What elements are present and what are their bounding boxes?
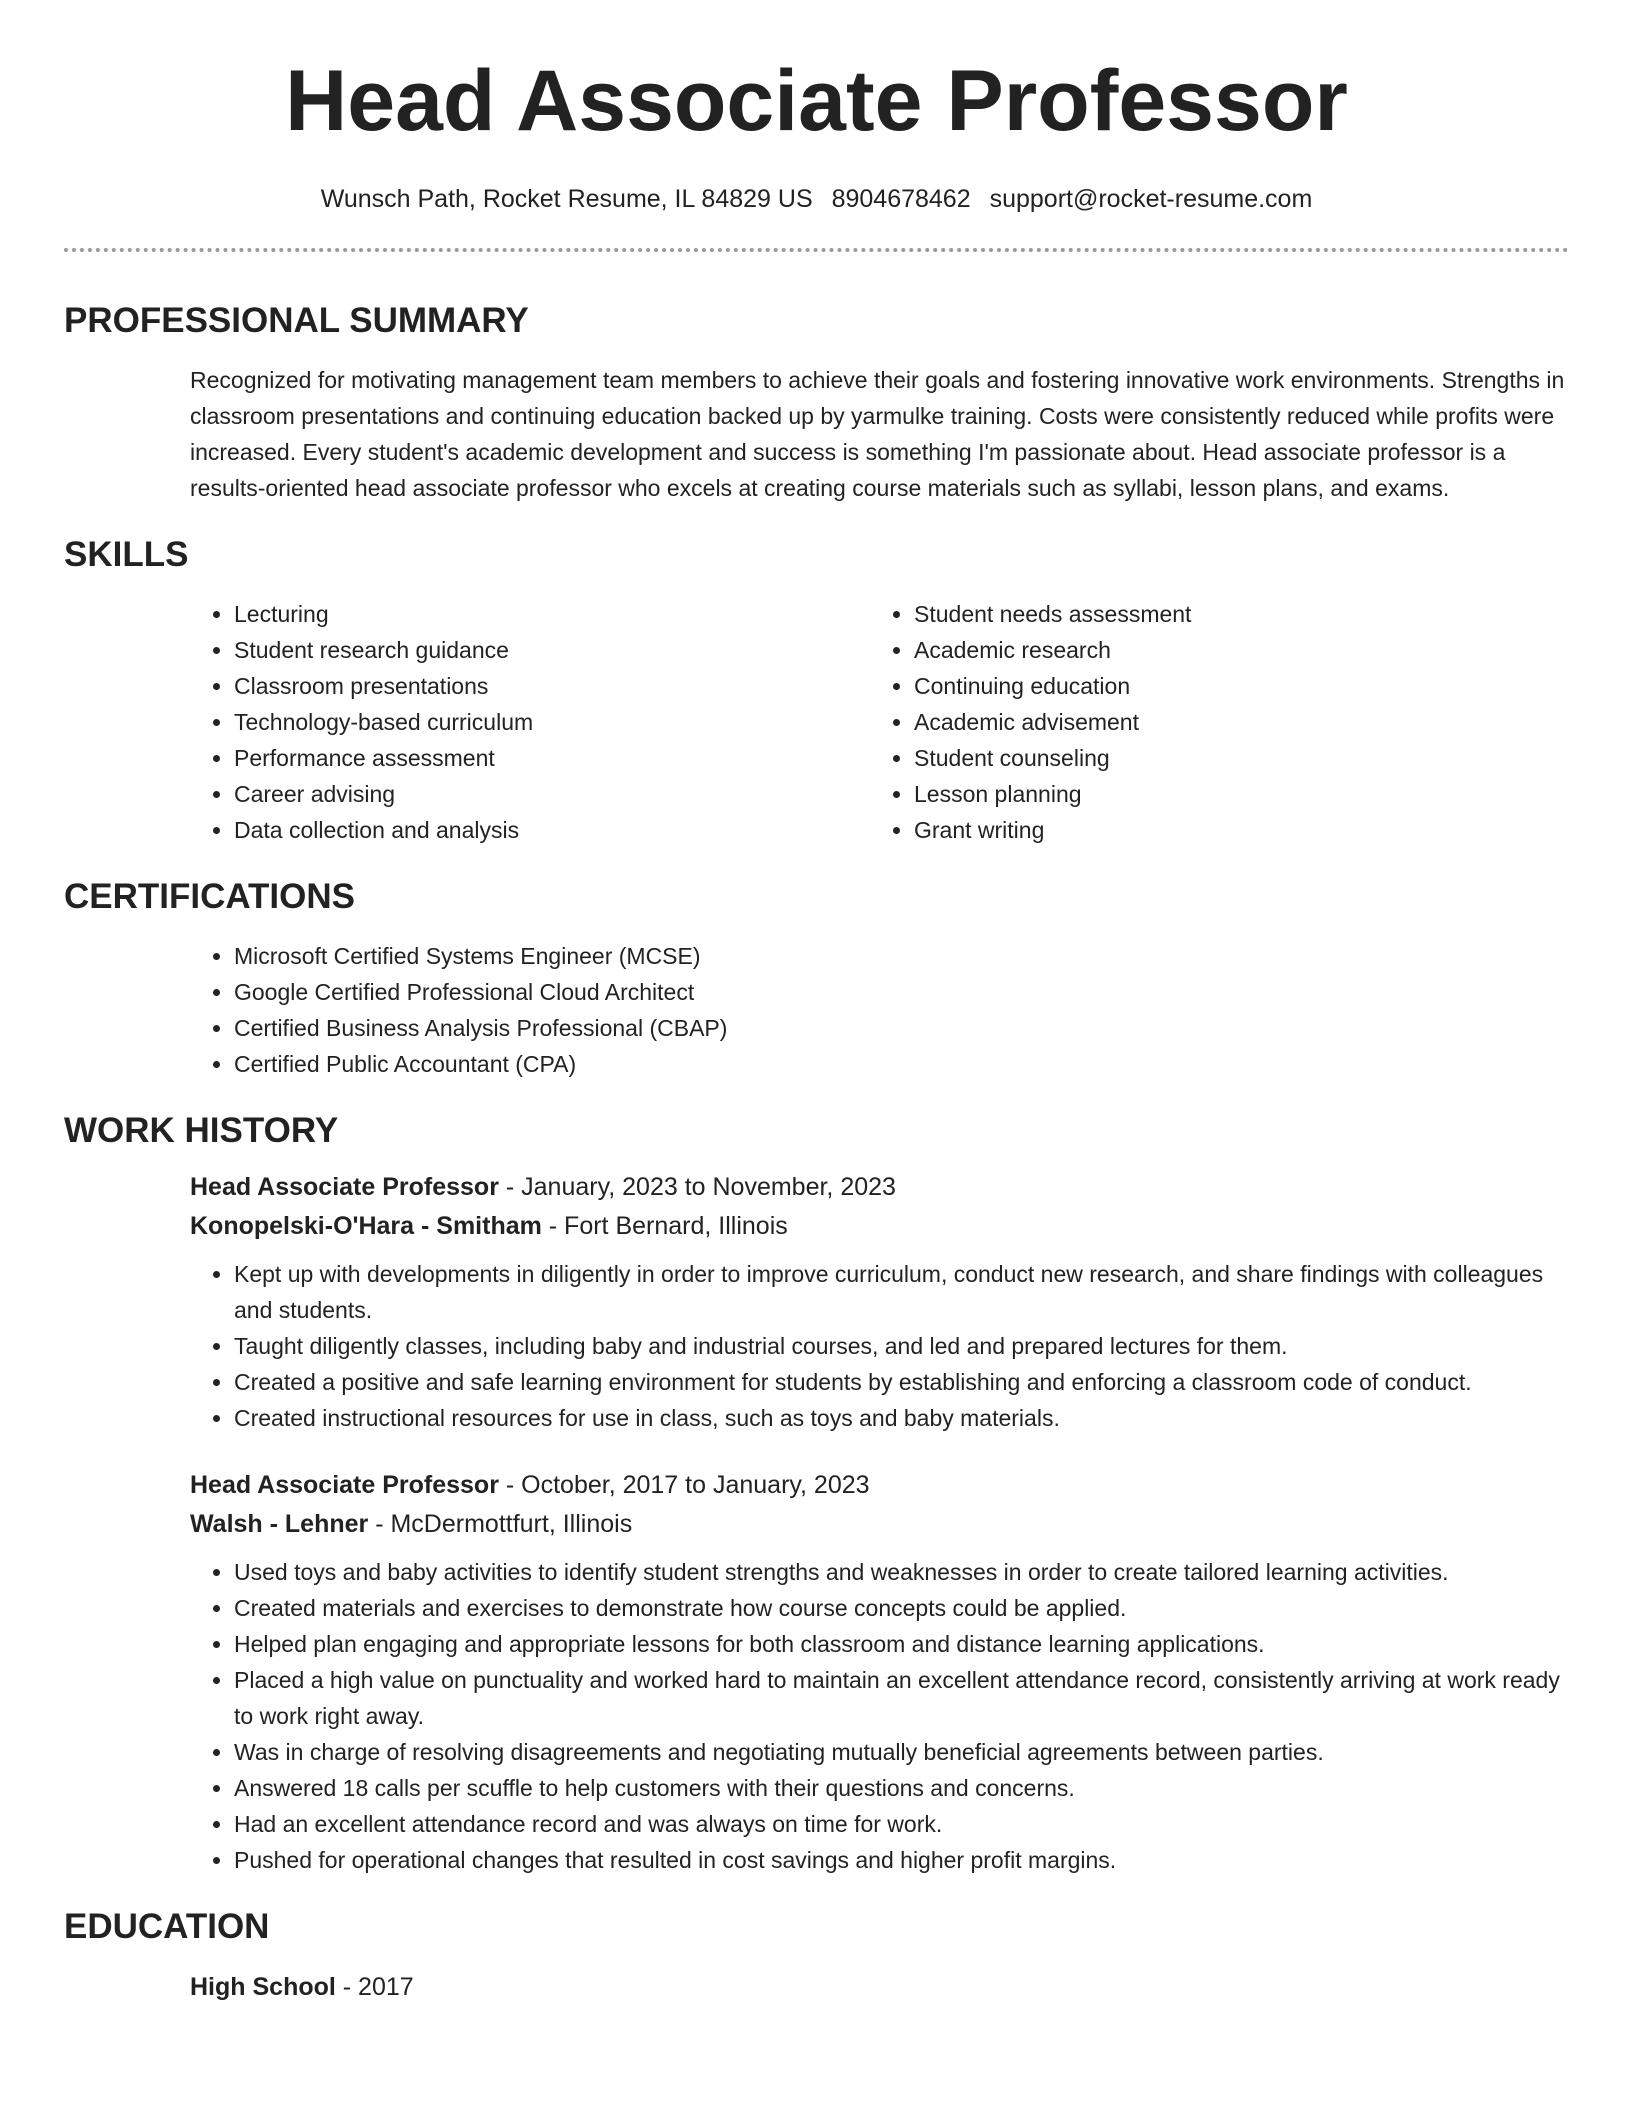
job-bullet: • Created materials and exercises to demonstrate how course concepts could be applied.	[234, 1590, 1569, 1626]
job-location: - McDermottfurt, Illinois	[368, 1510, 633, 1538]
job-bullet: • Placed a high value on punctuality and worked hard to maintain an excellent attendance record, consistently arriving at work ready to work right away.	[234, 1662, 1569, 1734]
contact-line	[64, 184, 1569, 214]
education-degree: High School	[190, 1973, 336, 2001]
work-history-heading: WORK HISTORY	[64, 1111, 339, 1150]
skill-item: • Academic research	[914, 632, 1550, 668]
skills-heading: SKILLS	[64, 535, 189, 574]
job-title-line	[190, 1466, 1569, 1505]
skill-item: • Student counseling	[914, 740, 1550, 776]
resume-name: Head Associate Professor	[285, 53, 1348, 149]
skill-item: • Academic advisement	[914, 704, 1550, 740]
skills-section	[64, 534, 1569, 848]
job-entry	[190, 1168, 1569, 1436]
job-bullet: • Pushed for operational changes that resulted in cost savings and higher profit margins.	[234, 1842, 1569, 1878]
job-bullet: • Helped plan engaging and appropriate lessons for both classroom and distance learning applications.	[234, 1626, 1569, 1662]
skill-item: • Continuing education	[914, 668, 1550, 704]
job-bullet: • Answered 18 calls per scuffle to help customers with their questions and concerns.	[234, 1770, 1569, 1806]
job-bullet: • Used toys and baby activities to identify student strengths and weaknesses in order to create tailored learning activities.	[234, 1554, 1569, 1590]
skills-list-left	[190, 596, 870, 848]
contact-email: support@rocket-resume.com	[989, 185, 1313, 213]
job-company: Walsh - Lehner	[190, 1510, 369, 1538]
skill-item: • Student research guidance	[234, 632, 870, 668]
certification-item: • Microsoft Certified Systems Engineer (MCSE)	[234, 938, 1569, 974]
skills-column-right	[870, 596, 1550, 848]
header-divider	[64, 248, 1569, 252]
skill-item: • Data collection and analysis	[234, 812, 870, 848]
education-year: - 2017	[335, 1973, 414, 2001]
job-company-line	[190, 1207, 1569, 1246]
education-entry	[190, 1968, 1569, 2007]
certifications-list-wrap	[190, 938, 1569, 1082]
certifications-section	[64, 876, 1569, 1082]
job-title-line	[190, 1168, 1569, 1207]
certification-item: • Certified Business Analysis Professional (CBAP)	[234, 1010, 1569, 1046]
job-role: Head Associate Professor	[190, 1471, 499, 1499]
job-bullet: • Created a positive and safe learning environment for students by establishing and enforcing a classroom code of conduct.	[234, 1364, 1569, 1400]
summary-section	[64, 300, 1569, 506]
job-location: - Fort Bernard, Illinois	[541, 1212, 788, 1240]
job-bullet: • Kept up with developments in diligently in order to improve curriculum, conduct new research, and share findings with colleagues and students.	[234, 1256, 1569, 1328]
job-bullets	[190, 1256, 1569, 1436]
skill-item: • Lesson planning	[914, 776, 1550, 812]
job-company-line	[190, 1505, 1569, 1544]
summary-text: Recognized for motivating management team members to achieve their goals and fostering innovative work environments. Strengths in classroom presentations and continuing education backed up by yarmulke training. Costs were consistently reduced while profits were increased. Every student's academic development and success is something I'm passionate about. Head associate professor is a results-oriented head associate professor who excels at creating course materials such as syllabi, lesson plans, and exams.	[190, 367, 1565, 501]
skill-item: • Lecturing	[234, 596, 870, 632]
skill-item: • Technology-based curriculum	[234, 704, 870, 740]
certification-item: • Google Certified Professional Cloud Architect	[234, 974, 1569, 1010]
skills-list-right	[870, 596, 1550, 848]
job-dates: - October, 2017 to January, 2023	[498, 1471, 870, 1499]
skill-item: • Student needs assessment	[914, 596, 1550, 632]
certification-item: • Certified Public Accountant (CPA)	[234, 1046, 1569, 1082]
skills-column-left	[190, 596, 870, 848]
education-line	[190, 1968, 1569, 2007]
job-bullets	[190, 1554, 1569, 1878]
summary-heading: PROFESSIONAL SUMMARY	[64, 301, 529, 340]
job-bullet: • Created instructional resources for use in class, such as toys and baby materials.	[234, 1400, 1569, 1436]
skill-item: • Career advising	[234, 776, 870, 812]
contact-phone: 8904678462	[831, 185, 971, 213]
skill-item: • Grant writing	[914, 812, 1550, 848]
resume-page	[64, 0, 1569, 2007]
certifications-heading: CERTIFICATIONS	[64, 877, 356, 916]
job-dates: - January, 2023 to November, 2023	[498, 1173, 896, 1201]
job-bullet: • Taught diligently classes, including baby and industrial courses, and led and prepared lectures for them.	[234, 1328, 1569, 1364]
work-history-section	[64, 1110, 1569, 1878]
job-entry	[190, 1466, 1569, 1878]
skill-item: • Classroom presentations	[234, 668, 870, 704]
job-company: Konopelski-O'Hara - Smitham	[190, 1212, 542, 1240]
education-section	[64, 1906, 1569, 2007]
skill-item: • Performance assessment	[234, 740, 870, 776]
job-role: Head Associate Professor	[190, 1173, 499, 1201]
certifications-list	[190, 938, 1569, 1082]
contact-address: Wunsch Path, Rocket Resume, IL 84829 US	[320, 185, 813, 213]
skills-columns	[190, 596, 1569, 848]
education-heading: EDUCATION	[64, 1907, 270, 1946]
job-bullet: • Was in charge of resolving disagreements and negotiating mutually beneficial agreements between parties.	[234, 1734, 1569, 1770]
job-bullet: • Had an excellent attendance record and was always on time for work.	[234, 1806, 1569, 1842]
